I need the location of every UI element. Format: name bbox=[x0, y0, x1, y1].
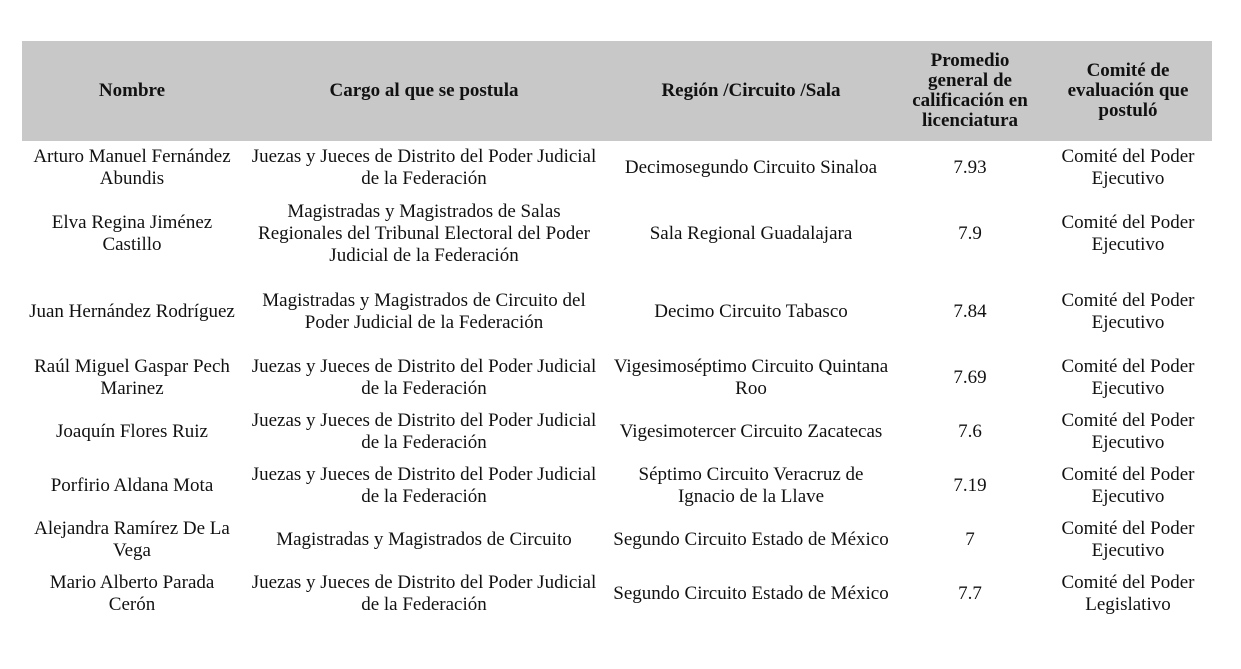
table-row bbox=[22, 513, 1212, 567]
cell-cargo: Juezas y Jueces de Distrito del Poder Judicial de la Federación bbox=[251, 356, 597, 399]
table-row bbox=[22, 459, 1212, 513]
cell-comite: Comité del Poder Ejecutivo bbox=[1061, 464, 1195, 507]
cell-nombre: Joaquín Flores Ruiz bbox=[56, 421, 208, 442]
cell-region: Decimo Circuito Tabasco bbox=[654, 301, 848, 322]
table-header bbox=[22, 41, 1212, 141]
cell-cargo: Magistradas y Magistrados de Circuito del Poder Judicial de la Federación bbox=[262, 290, 586, 333]
cell-nombre: Arturo Manuel Fernández Abundis bbox=[33, 146, 231, 189]
cell-region: Sala Regional Guadalajara bbox=[649, 223, 853, 244]
table-row bbox=[22, 351, 1212, 405]
cell-nombre: Juan Hernández Rodríguez bbox=[29, 301, 235, 322]
cell-nombre: Elva Regina Jiménez Castillo bbox=[51, 212, 213, 255]
cell-cargo: Juezas y Jueces de Distrito del Poder Judicial de la Federación bbox=[251, 572, 597, 615]
cell-nombre: Mario Alberto Parada Cerón bbox=[49, 572, 215, 615]
cell-comite: Comité del Poder Ejecutivo bbox=[1061, 290, 1195, 333]
cell-comite: Comité del Poder Ejecutivo bbox=[1061, 146, 1195, 189]
cell-promedio: 7 bbox=[965, 529, 975, 550]
header-region: Región /Circuito /Sala bbox=[661, 80, 841, 101]
cell-comite: Comité del Poder Ejecutivo bbox=[1061, 518, 1195, 561]
table-row bbox=[22, 567, 1212, 621]
header-comite: Comité de evaluación que postuló bbox=[1067, 60, 1189, 121]
cell-nombre: Alejandra Ramírez De La Vega bbox=[34, 518, 230, 561]
cell-comite: Comité del Poder Legislativo bbox=[1061, 572, 1195, 615]
cell-comite: Comité del Poder Ejecutivo bbox=[1061, 212, 1195, 255]
cell-cargo: Magistradas y Magistrados de Salas Regionales del Tribunal Electoral del Poder Judicial de la Federación bbox=[258, 201, 590, 266]
cell-cargo: Juezas y Jueces de Distrito del Poder Judicial de la Federación bbox=[251, 410, 597, 453]
cell-promedio: 7.7 bbox=[958, 583, 982, 604]
table-row bbox=[22, 273, 1212, 351]
table-row bbox=[22, 195, 1212, 273]
cell-cargo: Juezas y Jueces de Distrito del Poder Judicial de la Federación bbox=[251, 464, 597, 507]
header-cargo: Cargo al que se postula bbox=[329, 80, 519, 101]
cell-promedio: 7.93 bbox=[953, 157, 987, 178]
cell-comite: Comité del Poder Ejecutivo bbox=[1061, 410, 1195, 453]
header-promedio: Promedio general de calificación en licenciatura bbox=[912, 50, 1028, 131]
table-row bbox=[22, 141, 1212, 195]
cell-nombre: Porfirio Aldana Mota bbox=[50, 475, 214, 496]
cell-nombre: Raúl Miguel Gaspar Pech Marinez bbox=[34, 356, 230, 399]
cell-promedio: 7.9 bbox=[958, 223, 982, 244]
cell-region: Vigesimoséptimo Circuito Quintana Roo bbox=[613, 356, 889, 399]
cell-promedio: 7.19 bbox=[953, 475, 987, 496]
cell-promedio: 7.6 bbox=[958, 421, 982, 442]
cell-comite: Comité del Poder Ejecutivo bbox=[1061, 356, 1195, 399]
cell-promedio: 7.84 bbox=[953, 301, 987, 322]
header-row bbox=[22, 41, 1212, 141]
table-row bbox=[22, 405, 1212, 459]
cell-region: Vigesimotercer Circuito Zacatecas bbox=[619, 421, 883, 442]
candidates-table bbox=[22, 41, 1212, 621]
cell-region: Segundo Circuito Estado de México bbox=[613, 529, 889, 550]
cell-region: Decimosegundo Circuito Sinaloa bbox=[624, 157, 878, 178]
cell-cargo: Magistradas y Magistrados de Circuito bbox=[276, 529, 572, 550]
cell-promedio: 7.69 bbox=[953, 367, 987, 388]
cell-region: Segundo Circuito Estado de México bbox=[613, 583, 889, 604]
cell-region: Séptimo Circuito Veracruz de Ignacio de la Llave bbox=[638, 464, 864, 507]
table-body bbox=[22, 141, 1212, 621]
cell-cargo: Juezas y Jueces de Distrito del Poder Judicial de la Federación bbox=[251, 146, 597, 189]
header-nombre: Nombre bbox=[98, 80, 166, 101]
